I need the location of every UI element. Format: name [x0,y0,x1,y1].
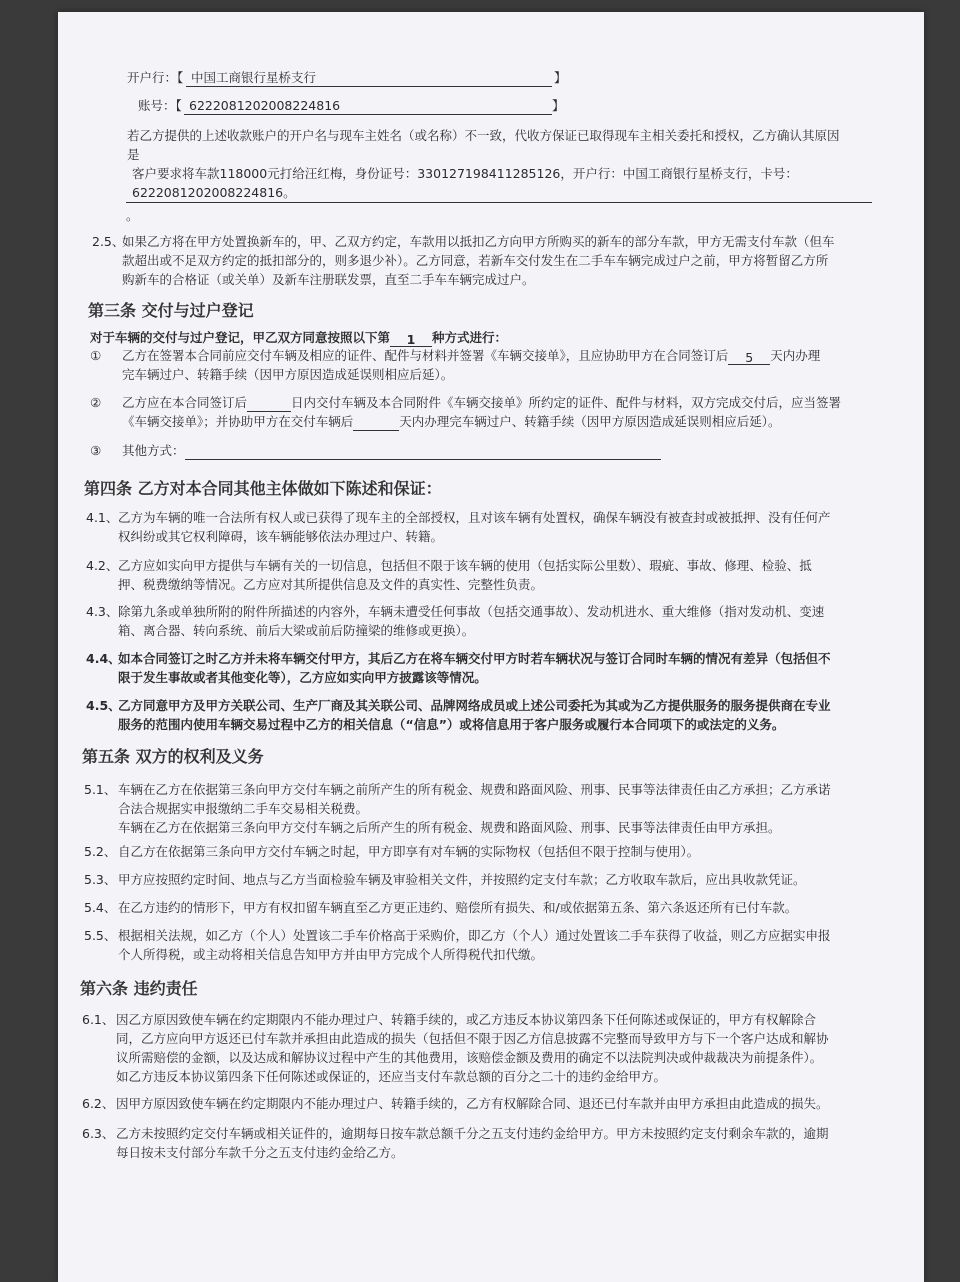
clause-line: 因乙方原因致使车辆在约定期限内不能办理过户、转籍手续的，或乙方违反本协议第四条下任何陈述或保证的，甲方有权解除合 [116,1012,817,1027]
clause-line: 根据相关法规，如乙方（个人）处置该二手车价格高于采购价，即乙方（个人）通过处置该二手车获得了收益，则乙方应据实申报 [118,928,831,943]
clause-number: 4.2、 [86,558,119,573]
section-5-title: 第五条 双方的权利及义务 [82,747,264,766]
clause-line: 款超出或不足双方约定的抵扣部分的，则多退少补）。乙方同意，若新车交付发生在二手车车辆完成过户之前，甲方将暂留乙方所 [122,253,829,268]
reason-end: 。 [126,208,139,223]
clause-line: 个人所得税，或主动将相关信息告知甲方并由甲方完成个人所得税代扣代缴。 [118,947,544,962]
section-3-intro [90,328,507,347]
clause-line: 自乙方在依据第三条向甲方交付车辆之时起，甲方即享有对车辆的实际物权（包括但不限于控制与使用）。 [118,844,700,859]
account-label: 账号： [138,98,176,113]
reason-line: 客户要求将车款118000元打给汪红梅，身份证号：330127198411285126，开户行：中国工商银行星桥支行，卡号： [132,166,798,181]
clause-line: 乙方为车辆的唯一合法所有权人或已获得了现车主的全部授权，且对该车辆有处置权，确保车辆没有被查封或被抵押、没有任何产 [118,510,831,525]
bank-label: 开户行： [127,70,178,85]
clause-line: 合法合规据实申报缴纳二手车交易相关税费。 [118,801,369,816]
clause-line: 乙方应如实向甲方提供与车辆有关的一切信息，包括但不限于该车辆的使用（包括实际公里数）、瑕疵、事故、修理、检验、抵 [118,558,812,573]
clause-line: 议所需赔偿的金额，以及达成和解协议过程中产生的其他费用，该赔偿金额及费用的确定不以法院判决或仲裁裁决为前提条件）。 [116,1050,823,1065]
account-bracket-close: 】 [552,98,565,113]
bank-bracket-close: 】 [554,70,567,85]
clause-line: 如本合同签订之时乙方并未将车辆交付甲方，其后乙方在将车辆交付甲方时若车辆状况与签订合同时车辆的情况有差异（包括但不 [118,651,831,666]
account-row [138,96,182,115]
clause-number: 2.5、 [92,234,125,249]
bank-bracket-open: 【 [177,70,184,85]
option-text: 天内办理完车辆过户、转籍手续（因甲方原因造成延误则相应后延）。 [399,414,781,429]
option-number: ③ [90,443,102,458]
days-blank [247,395,291,412]
clause-number: 6.3、 [82,1126,115,1141]
option-number: ① [90,348,102,363]
days-field: 5 [728,348,770,365]
clause-number: 5.4、 [84,900,117,915]
clause-line: 如果乙方将在甲方处置换新车的，甲、乙双方约定，车款用以抵扣乙方向甲方所购买的新车的部分车款，甲方无需支付车款（但车 [122,234,835,249]
clause-number: 5.3、 [84,872,117,887]
reason-underline [126,202,872,203]
clause-line: 权纠纷或其它权利障碍，该车辆能够依法办理过户、转籍。 [118,529,444,544]
note-line: 是 [127,147,140,162]
clause-number: 4.1、 [86,510,119,525]
contract-page [58,12,924,1282]
option-text: 乙方在签署本合同前应交付车辆及相应的证件、配件与材料并签署《车辆交接单》，且应协助甲方在合同签订后 [122,348,729,363]
clause-line: 因甲方原因致使车辆在约定期限内不能办理过户、转籍手续的，乙方有权解除合同、退还已付车款并由甲方承担由此造成的损失。 [116,1096,829,1111]
option-text: 乙方应在本合同签订后 [122,395,248,410]
option-text: 天内办理 [770,348,821,363]
account-reason [132,164,922,202]
clause-line: 箱、离合器、转向系统、前后大梁或前后防撞梁的维修或更换）。 [118,623,475,638]
bank-underline [186,86,552,87]
method-number-field: 1 [390,330,432,347]
clause-line: 服务的范围内使用车辆交易过程中乙方的相关信息（“信息”）或将信息用于客户服务或履行本合同项下的或法定的义务。 [118,717,785,732]
clause-line: 购新车的合格证（或关单）及新车注册联发票，直至二手车车辆完成过户。 [122,272,535,287]
other-method-blank [185,443,661,460]
account-value: 6222081202008224816 [189,98,341,113]
clause-line: 车辆在乙方在依据第三条向甲方交付车辆之后所产生的所有税金、规费和路面风险、刑事、民事等法律责任由甲方承担。 [118,820,781,835]
option-text: 日内交付车辆及本合同附件《车辆交接单》所约定的证件、配件与材料，双方完成交付后，应当签署 [291,395,842,410]
account-underline [184,114,552,115]
clause-line: 乙方同意甲方及甲方关联公司、生产厂商及其关联公司、品牌网络成员或上述公司委托为其或为乙方提供服务的服务提供商在专业 [118,698,831,713]
clause-number: 5.1、 [84,782,117,797]
section-6-title: 第六条 违约责任 [80,979,198,998]
clause-line: 如乙方违反本协议第四条下任何陈述或保证的，还应当支付车款总额的百分之二十的违约金给甲方。 [116,1069,667,1084]
clause-number: 4.5、 [86,698,121,713]
account-note [127,126,917,164]
section-3-title: 第三条 交付与过户登记 [88,301,254,320]
bank-value: 中国工商银行星桥支行 [191,70,317,85]
reason-line: 6222081202008224816。 [132,185,296,200]
clause-line: 每日按未支付部分车款千分之五支付违约金给乙方。 [116,1145,404,1160]
clause-number: 4.3、 [86,604,119,619]
days-blank [353,414,399,431]
clause-number: 6.1、 [82,1012,115,1027]
clause-number: 5.5、 [84,928,117,943]
account-bracket-open: 【 [175,98,182,113]
clause-line: 同，乙方应向甲方返还已付车款并承担由此造成的损失（包括但不限于因乙方信息披露不完整而导致甲方与下一个客户达成和解协 [116,1031,829,1046]
clause-line: 除第九条或单独所附的附件所描述的内容外，车辆未遭受任何事故（包括交通事故）、发动机进水、重大维修（指对发动机、变速 [118,604,825,619]
clause-line: 乙方未按照约定交付车辆或相关证件的，逾期每日按车款总额千分之五支付违约金给甲方。甲方未按照约定支付剩余车款的，逾期 [116,1126,829,1141]
clause-line: 甲方应按照约定时间、地点与乙方当面检验车辆及审验相关文件，并按照约定支付车款；乙方收取车款后，应出具收款凭证。 [118,872,806,887]
intro-text: 种方式进行： [432,330,508,345]
clause-number: 5.2、 [84,844,117,859]
intro-text: 对于车辆的交付与过户登记，甲乙双方同意按照以下第 [90,330,391,345]
option-text: 其他方式： [122,443,185,458]
option-number: ② [90,395,102,410]
clause-line: 押、税费缴纳等情况。乙方应对其所提供信息及文件的真实性、完整性负责。 [118,577,544,592]
option-text: 《车辆交接单》；并协助甲方在交付车辆后 [122,414,354,429]
clause-number: 6.2、 [82,1096,115,1111]
clause-number: 4.4、 [86,651,121,666]
bank-row [127,68,183,87]
note-line: 若乙方提供的上述收款账户的开户名与现车主姓名（或名称）不一致，代收方保证已取得现车主相关委托和授权，乙方确认其原因 [127,128,840,143]
section-4-title: 第四条 乙方对本合同其他主体做如下陈述和保证： [84,479,442,498]
clause-line: 在乙方违约的情形下，甲方有权扣留车辆直至乙方更正违约、赔偿所有损失、和/或依据第五条、第六条返还所有已付车款。 [118,900,798,915]
clause-line: 车辆在乙方在依据第三条向甲方交付车辆之前所产生的所有税金、规费和路面风险、刑事、民事等法律责任由乙方承担；乙方承诺 [118,782,831,797]
option-text: 完车辆过户、转籍手续（因甲方原因造成延误则相应后延）。 [122,367,454,382]
clause-line: 限于发生事故或者其他变化等），乙方应如实向甲方披露该等情况。 [118,670,487,685]
